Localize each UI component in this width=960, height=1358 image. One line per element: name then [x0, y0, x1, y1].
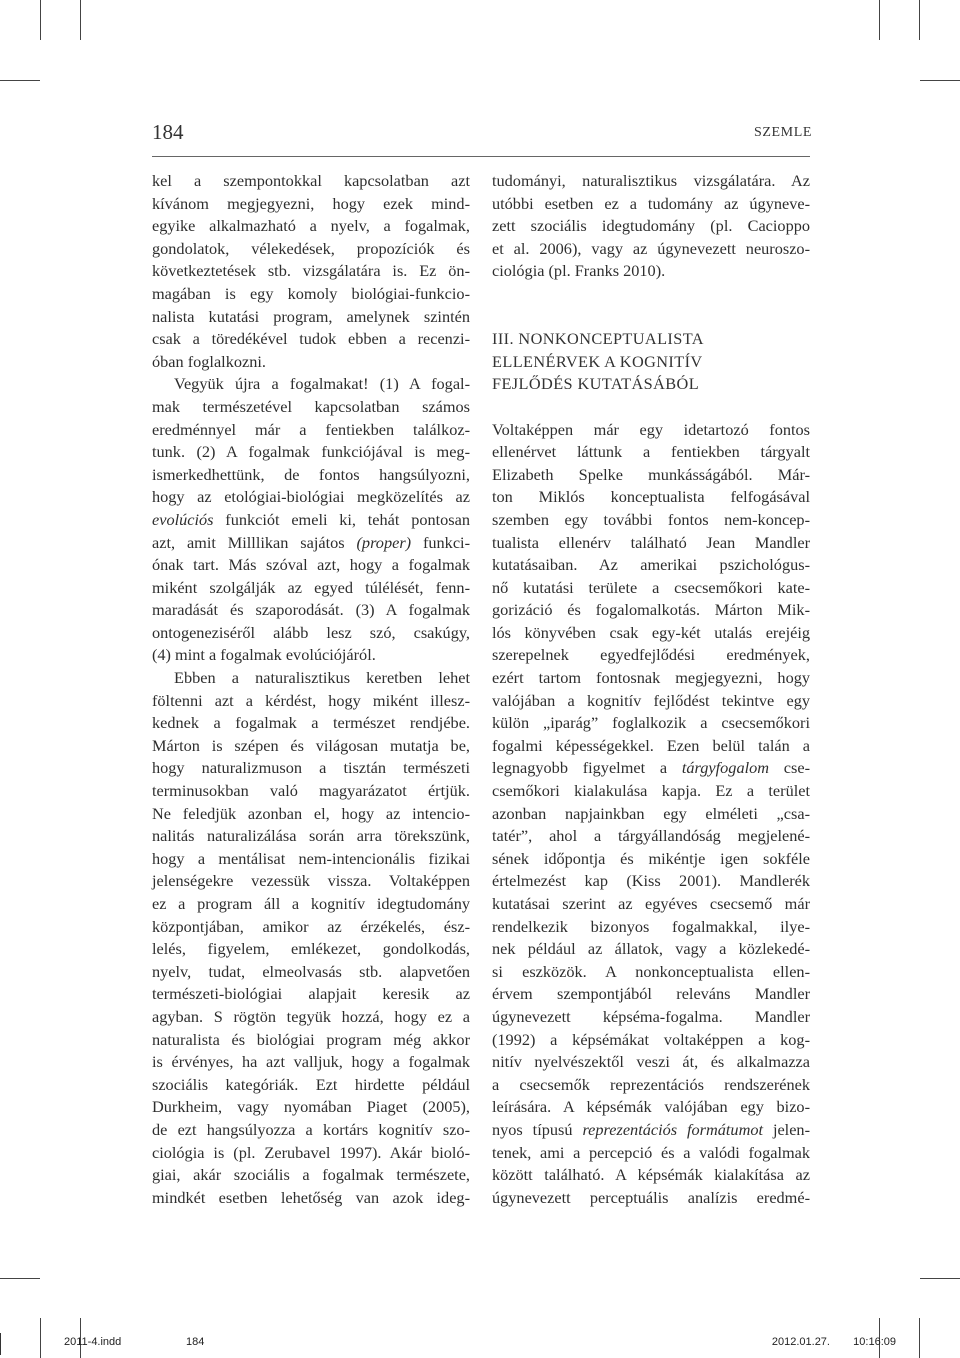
text-line: [152, 509, 470, 532]
text-line: nő kutatási területe a csecsemőkori kate-: [492, 577, 810, 597]
text-line: Durkheim, vagy nyomában Piaget (2005),: [152, 1097, 470, 1117]
text-line: kutatásaiban. Az amerikai pszichológus-: [492, 555, 810, 575]
text-line: csak a töredékével tudok ebben a recenzi-: [152, 329, 470, 349]
text-line: nalista kutatási program, amelynek szintén: [152, 306, 470, 326]
text-line: föltenni azt a kérdést, hogy miként illesz-: [152, 690, 470, 710]
text-line: lós könyvében csak egy-két utalás erejéig: [492, 622, 810, 642]
text-line: kutatásai szerint az egyéves csecsemő már: [492, 894, 810, 913]
left-column: [152, 170, 470, 1209]
text-line: [492, 1119, 810, 1142]
text-line: is érvényes, ha azt valljuk, hogy a fogalmak: [152, 1052, 470, 1072]
text-line: nyelv, tudat, elmeolvasás stb. alapvetően: [152, 961, 470, 981]
text-line: [152, 532, 470, 555]
print-slug: [0, 1333, 960, 1355]
text-line: érvem szempontjából releváns Mandler: [492, 984, 810, 1004]
text-line: kívánom megjegyezni, hogy ezek mind-: [152, 193, 470, 213]
text-fragment: legnagyobb figyelmet a: [492, 758, 668, 778]
crop-mark: [80, 0, 81, 40]
slug-separator: [0, 1333, 1, 1355]
italic-term: (proper): [356, 532, 412, 552]
text-line: központjában, amikor az érzékelés, ész-: [152, 916, 470, 936]
slug-time: 10:16:09: [853, 1336, 896, 1348]
text-line: si eszközök. A nonkonceptualista ellen-: [492, 961, 810, 981]
slug-page: 184: [186, 1336, 205, 1348]
text-line: ónak tart. Más szóval azt, hogy a fogalmak: [152, 555, 470, 575]
text-line: tualista ellenérv található Jean Mandler: [492, 532, 810, 552]
text-line: rendelkezik bizonyos fogalmakkal, ilye-: [492, 916, 810, 936]
text-line: Márton is szépen és világosan mutatja be,: [152, 735, 470, 755]
italic-term: evolúciós: [152, 509, 214, 529]
text-line: következtetések stb. vizsgálatára is. Ez ön-: [152, 261, 470, 281]
text-line: ciológia is (pl. Zerubavel 1997). Akár bioló-: [152, 1142, 470, 1162]
text-line: (4) mint a fogalmak evolúciójáról.: [152, 645, 376, 665]
text-line: lelés, figyelem, emlékezet, gondolkodás,: [152, 939, 470, 959]
page-number: 184: [152, 120, 184, 144]
text-fragment: nyos típusú: [492, 1119, 573, 1139]
italic-term: reprezentációs formátumot: [582, 1119, 763, 1139]
crop-mark: [0, 80, 40, 81]
text-line: Vegyük újra a fogalmakat! (1) A fogal-: [174, 374, 470, 394]
text-line: mindkét esetben lehetőség van azok ideg-: [152, 1187, 470, 1207]
text-line: [492, 757, 810, 780]
text-line: de ezt hangsúlyozza a kortárs kognitív szo-: [152, 1119, 470, 1139]
text-line: hogy az etológiai-biológiai megközelítés az: [152, 487, 470, 507]
text-line: naturalista és biológiai program még akkor: [152, 1029, 470, 1049]
text-line: valójában a kognitív fejlődést tekintve egy: [492, 690, 810, 710]
text-line: (1992) a képsémákat voltaképpen a kog-: [492, 1029, 810, 1049]
text-line: hogy naturalizmuson a tisztán természeti: [152, 758, 470, 778]
text-line: utóbbi esetben ez a tudomány az úgyneve-: [492, 193, 810, 213]
text-fragment: funkciót emeli ki, tehát pontosan: [225, 509, 470, 529]
text-line: szociális kategóriák. Ezt hirdette például: [152, 1074, 470, 1094]
text-line: tunk. (2) A fogalmak funkciójával is meg-: [152, 442, 470, 462]
text-line: a csecsemők reprezentációs rendszerének: [492, 1074, 810, 1094]
text-line: azonban napjainkban egy elméleti „csa-: [492, 803, 810, 823]
text-line: leírására. A képsémák valójában egy bizo-: [492, 1097, 810, 1117]
text-line: tudományi, naturalisztikus vizsgálatára. Az: [492, 171, 810, 190]
text-line: gorizáció és fogalomalkotás. Márton Mik-: [492, 600, 810, 620]
text-line: zett szociális idegtudomány (pl. Cacioppo: [492, 216, 810, 236]
crop-mark: [40, 0, 41, 40]
text-line: miként szolgálják az egyed túlélését, fenn-: [152, 577, 470, 597]
text-line: ton Miklós konceptualista felfogásával: [492, 487, 810, 507]
crop-mark: [920, 80, 960, 81]
text-fragment: funkci-: [422, 532, 470, 552]
header-rule: [152, 156, 810, 157]
text-line: szemben egy további fontos nem-koncep-: [492, 509, 810, 529]
text-line: ellenérvet láttunk a fentiekben tárgyalt: [492, 442, 810, 462]
text-line: nek például az állatok, vagy a közlekedé-: [492, 939, 810, 959]
section-label: SZEMLE: [753, 125, 812, 140]
text-line: magában is egy komoly biológiai-funkcio-: [152, 283, 470, 303]
text-line: terminusokban való magyarázatot értjük.: [152, 781, 470, 801]
text-line: természeti-biológiai alapjait keresik az: [152, 984, 470, 1004]
text-line: eredménnyel már a fentiekben találkoz-: [152, 419, 470, 439]
section-heading: III. NONKONCEPTUALISTA: [492, 329, 704, 349]
text-line: nitív nyelvészektől veszi át, és alkalmazza: [492, 1052, 810, 1072]
text-line: ismerkedhettünk, de fontos hangsúlyozni,: [152, 464, 470, 484]
crop-mark: [879, 0, 880, 40]
crop-mark: [0, 1278, 40, 1279]
crop-mark: [920, 1278, 960, 1279]
text-line: mak természetével kapcsolatban számos: [152, 396, 470, 416]
text-line: tenek, ami a percepció és a valódi fogalmak: [492, 1142, 810, 1162]
text-line: sének időpontja és mikéntje igen sokféle: [492, 848, 810, 868]
paragraph-gap: [492, 396, 810, 419]
text-line: nalitás naturalizálása során arra törekszünk,: [152, 826, 470, 846]
text-line: agyban. S rögtön tegyük hozzá, hogy ez a: [152, 1006, 470, 1026]
text-line: Voltaképpen már egy idetartozó fontos: [492, 419, 810, 439]
text-line: úgynevezett képséma-fogalma. Mandler: [492, 1006, 810, 1026]
text-fragment: cse-: [783, 758, 810, 778]
text-line: ezért tartom fontosnak megjegyezni, hogy: [492, 668, 810, 688]
text-fragment: azt, amit Milllikan sajátos: [152, 532, 345, 552]
text-line: giai, akár szociális a fogalmak természete,: [152, 1165, 470, 1185]
text-line: jelenségekre vezessük vissza. Voltaképpen: [152, 871, 470, 891]
section-heading: ELLENÉRVEK A KOGNITÍV: [492, 351, 703, 371]
text-line: ez a program áll a kognitív idegtudomány: [152, 894, 470, 913]
slug-date: 2012.01.27.: [771, 1336, 830, 1348]
text-line: kednek a fogalmak a természet rendjébe.: [152, 713, 470, 733]
paragraph-gap: [492, 283, 810, 306]
text-line: szerepelnek egyedfejlődési eredmények,: [492, 645, 810, 665]
right-column: [492, 170, 810, 1209]
text-line: értelmezést kap (Kiss 2001). Mandlerék: [492, 871, 810, 891]
text-fragment: jelen-: [772, 1119, 810, 1139]
text-line: Ne feledjük azonban el, hogy az intencio-: [152, 803, 470, 823]
text-line: úgynevezett perceptuális analízis eredmé-: [492, 1187, 810, 1207]
text-line: gondolatok, vélekedések, propozíciók és: [152, 238, 470, 258]
text-line: kel a szempontokkal kapcsolatban azt: [152, 171, 470, 190]
text-line: ontogeneziséről alább lesz szó, csakúgy,: [152, 622, 470, 642]
slug-filename: 2011-4.indd: [64, 1336, 122, 1348]
text-line: csemőkori kialakulása kapja. Ez a terület: [492, 781, 810, 801]
italic-term: tárgyfogalom: [681, 758, 770, 778]
text-line: külön „iparág” foglalkozik a csecsemőkori: [492, 713, 810, 733]
text-line: óban foglalkozni.: [152, 351, 266, 371]
text-line: egyike alkalmazható a nyelv, a fogalmak,: [152, 216, 470, 236]
text-line: Elizabeth Spelke munkásságából. Már-: [492, 464, 810, 484]
text-line: ciológia (pl. Franks 2010).: [492, 261, 666, 281]
text-line: hogy a mentálisat nem-intencionális fizikai: [152, 848, 470, 868]
section-heading: FEJLŐDÉS KUTATÁSÁBÓL: [492, 374, 700, 394]
text-line: Ebben a naturalisztikus keretben lehet: [174, 668, 470, 688]
text-line: et al. 2006), vagy az úgynevezett neuroszo-: [492, 238, 810, 258]
text-line: fogalmi képességekkel. Ezen belül talán a: [492, 735, 810, 755]
text-line: maradását és szaporodását. (3) A fogalmak: [152, 600, 470, 620]
paragraph-gap: [492, 306, 810, 329]
crop-mark: [919, 0, 920, 40]
text-line: között található. A képsémák kialakítása az: [492, 1165, 810, 1185]
text-line: tatér”, ahol a tárgyállandóság megjelené-: [492, 826, 810, 846]
